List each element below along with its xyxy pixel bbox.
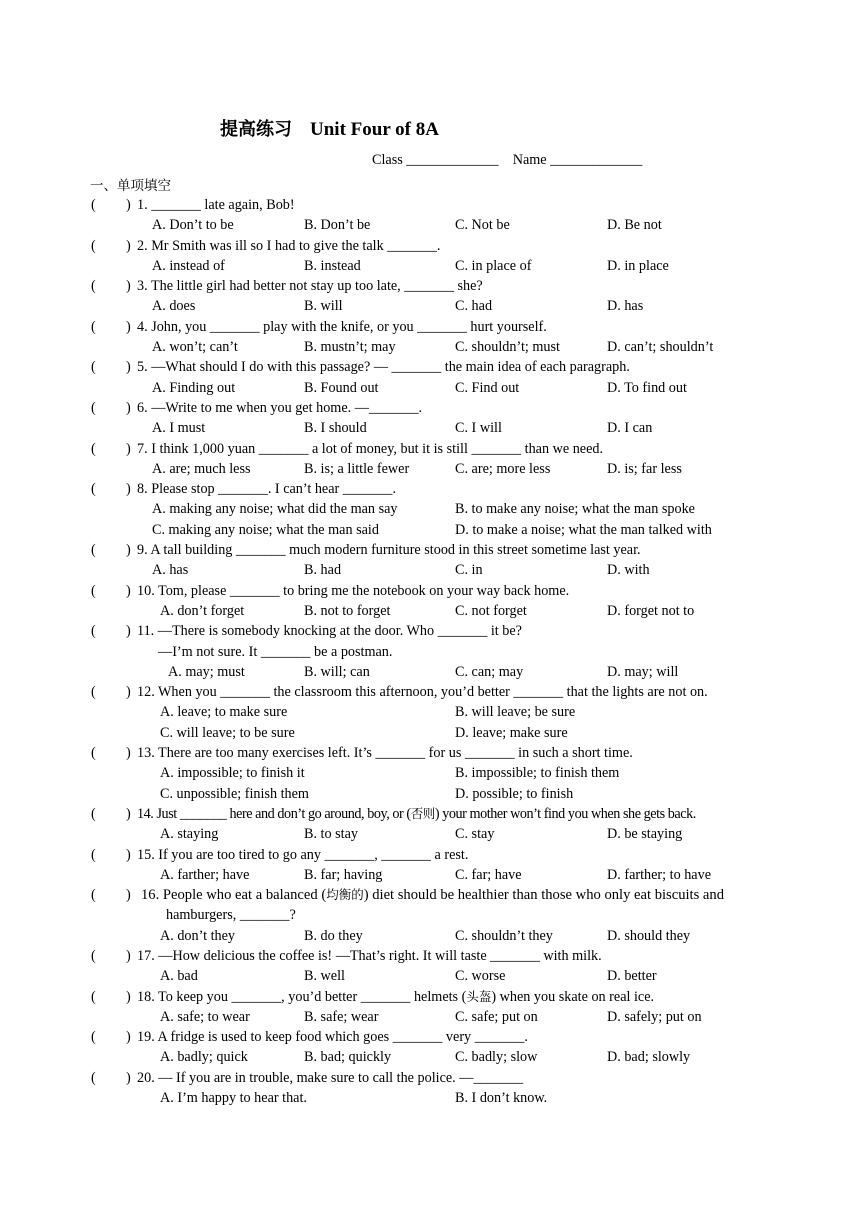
question-stem bbox=[137, 439, 603, 459]
options-row bbox=[0, 215, 860, 235]
answer-blank: ( ) bbox=[91, 1027, 96, 1047]
answer-option: B. Don’t be bbox=[304, 217, 371, 234]
question-row bbox=[0, 317, 860, 337]
answer-option: A. don’t they bbox=[160, 927, 236, 944]
options-row bbox=[0, 499, 860, 519]
answer-blank-close: ) bbox=[126, 237, 131, 254]
answer-option: C. unpossible; finish them bbox=[160, 785, 309, 802]
options-row bbox=[0, 337, 860, 357]
answer-blank-close: ) bbox=[126, 278, 131, 295]
answer-blank: ( ) bbox=[91, 743, 96, 763]
answer-option: A. safe; to wear bbox=[160, 1008, 250, 1025]
question-number: 7. bbox=[137, 440, 152, 457]
options-row bbox=[0, 520, 860, 540]
question-stem bbox=[137, 195, 295, 215]
question-row bbox=[0, 195, 860, 215]
answer-option: C. Find out bbox=[455, 379, 520, 396]
answer-blank-close: ) bbox=[126, 846, 131, 863]
question-number: 1. bbox=[137, 197, 152, 213]
answer-option: D. I can bbox=[607, 420, 653, 437]
answer-option: B. well bbox=[304, 968, 345, 985]
question-text: Just _______ here and don’t go around, boy, or ( bbox=[156, 805, 411, 822]
options-row bbox=[0, 723, 860, 743]
answer-blank: ( ) bbox=[91, 946, 96, 966]
question-number: 17. bbox=[137, 947, 159, 964]
answer-option: D. should they bbox=[607, 927, 691, 944]
question-number: 19. bbox=[137, 1029, 158, 1046]
answer-blank: ( ) bbox=[91, 479, 96, 499]
answer-option: D. possible; to finish bbox=[455, 785, 574, 802]
options-row bbox=[0, 1007, 860, 1027]
answer-option: B. I don’t know. bbox=[455, 1090, 548, 1107]
question-row bbox=[0, 357, 860, 377]
question-stem bbox=[137, 804, 696, 824]
question-text: To keep you _______, you’d better _______ helmets ( bbox=[158, 988, 467, 1005]
answer-option: C. in bbox=[455, 562, 483, 579]
question-row-continued bbox=[0, 642, 860, 662]
question-stem bbox=[137, 236, 440, 256]
question-number: 15. bbox=[137, 846, 159, 863]
question-row bbox=[0, 987, 860, 1007]
question-row bbox=[0, 236, 860, 256]
answer-blank-close: ) bbox=[126, 623, 131, 640]
question-row bbox=[0, 540, 860, 560]
question-text-cont: ) diet should be healthier than those who only eat biscuits and bbox=[363, 887, 725, 904]
answer-blank: ( ) bbox=[91, 885, 96, 905]
answer-option: C. making any noise; what the man said bbox=[152, 521, 379, 538]
question-text: Mr Smith was ill so I had to give the talk _______. bbox=[151, 237, 441, 254]
answer-blank-close: ) bbox=[126, 988, 131, 1005]
question-stem bbox=[137, 1068, 523, 1088]
question-stem bbox=[137, 357, 630, 377]
question-stem bbox=[137, 845, 468, 865]
options-row bbox=[0, 601, 860, 621]
answer-option: D. may; will bbox=[607, 663, 679, 680]
answer-option: A. instead of bbox=[152, 257, 225, 274]
page-title bbox=[0, 115, 860, 141]
options-row bbox=[0, 378, 860, 398]
question-text: There are too many exercises left. It’s _______ for us _______ in such a short time. bbox=[158, 745, 633, 762]
answer-blank: ( ) bbox=[91, 439, 96, 459]
answer-option: D. has bbox=[607, 298, 644, 315]
chinese-gloss: 头盔 bbox=[466, 988, 492, 1004]
answer-blank: ( ) bbox=[91, 276, 96, 296]
question-row-continued bbox=[0, 905, 860, 925]
question-list bbox=[0, 195, 860, 1108]
answer-option: B. had bbox=[304, 562, 342, 579]
answer-blank-close: ) bbox=[126, 359, 131, 376]
answer-option: C. I will bbox=[455, 420, 502, 437]
question-row bbox=[0, 946, 860, 966]
question-text: —What should I do with this passage? — _______ the main idea of each paragraph. bbox=[151, 359, 630, 376]
question-row bbox=[0, 885, 860, 905]
answer-option: D. To find out bbox=[607, 379, 687, 396]
question-row bbox=[0, 682, 860, 702]
answer-option: C. Not be bbox=[455, 217, 510, 234]
answer-option: A. Finding out bbox=[152, 379, 236, 396]
answer-option: B. impossible; to finish them bbox=[455, 765, 620, 782]
answer-option: B. not to forget bbox=[304, 602, 391, 619]
question-text: A fridge is used to keep food which goes _______ very _______. bbox=[157, 1029, 528, 1046]
answer-option: C. worse bbox=[455, 968, 506, 985]
answer-option: B. instead bbox=[304, 257, 361, 274]
question-number: 9. bbox=[137, 542, 151, 559]
answer-option: A. may; must bbox=[168, 663, 245, 680]
options-row bbox=[0, 926, 860, 946]
question-row bbox=[0, 581, 860, 601]
question-text: Tom, please _______ to bring me the notebook on your way back home. bbox=[158, 582, 570, 599]
question-text: I think 1,000 yuan _______ a lot of money, but it is still _______ than we need. bbox=[151, 440, 604, 457]
question-stem bbox=[137, 276, 483, 296]
question-row bbox=[0, 804, 860, 824]
answer-blank: ( ) bbox=[91, 317, 96, 337]
question-row bbox=[0, 845, 860, 865]
answer-blank: ( ) bbox=[91, 1068, 96, 1088]
question-number: 4. bbox=[137, 318, 152, 335]
answer-blank: ( ) bbox=[91, 195, 96, 215]
answer-option: D. bad; slowly bbox=[607, 1049, 691, 1066]
question-stem bbox=[137, 398, 422, 418]
answer-blank-close: ) bbox=[126, 684, 131, 701]
question-number: 20. bbox=[137, 1069, 159, 1086]
question-stem bbox=[137, 1027, 528, 1047]
answer-blank: ( ) bbox=[91, 398, 96, 418]
answer-blank-close: ) bbox=[126, 1069, 131, 1086]
question-row bbox=[0, 1068, 860, 1088]
answer-option: B. safe; wear bbox=[304, 1008, 379, 1025]
answer-blank: ( ) bbox=[91, 236, 96, 256]
answer-option: B. will bbox=[304, 298, 343, 315]
options-row bbox=[0, 1088, 860, 1108]
answer-option: A. bad bbox=[160, 968, 198, 985]
answer-option: B. bad; quickly bbox=[304, 1049, 392, 1066]
answer-option: C. in place of bbox=[455, 257, 532, 274]
answer-option: B. to make any noise; what the man spoke bbox=[455, 501, 695, 518]
question-text-cont: ) when you skate on real ice. bbox=[491, 988, 655, 1005]
question-text-cont: ) your mother won’t find you when she gets back. bbox=[434, 805, 696, 822]
question-number: 14. bbox=[137, 805, 157, 822]
answer-option: D. can’t; shouldn’t bbox=[607, 339, 714, 356]
question-stem bbox=[137, 479, 396, 499]
question-text: When you _______ the classroom this afternoon, you’d better _______ that the lights are not on. bbox=[158, 684, 708, 701]
answer-option: C. shouldn’t; must bbox=[455, 339, 560, 356]
question-number: 5. bbox=[137, 359, 152, 376]
answer-option: D. better bbox=[607, 968, 657, 985]
answer-option: B. will leave; be sure bbox=[455, 704, 576, 721]
question-text: If you are too tired to go any _______, _______ a rest. bbox=[158, 846, 469, 863]
question-text: Please stop _______. I can’t hear _______. bbox=[151, 481, 397, 498]
answer-option: A. making any noise; what did the man say bbox=[152, 501, 398, 518]
question-row bbox=[0, 1027, 860, 1047]
question-number: 10. bbox=[137, 582, 159, 599]
answer-option: D. leave; make sure bbox=[455, 724, 568, 741]
question-continuation: hamburgers, _______? bbox=[166, 907, 296, 924]
question-number: 8. bbox=[137, 481, 152, 498]
answer-option: C. are; more less bbox=[455, 460, 551, 477]
question-row bbox=[0, 743, 860, 763]
answer-option: C. safe; put on bbox=[455, 1008, 538, 1025]
answer-blank-close: ) bbox=[126, 805, 131, 822]
answer-option: A. won’t; can’t bbox=[152, 339, 238, 356]
answer-option: B. far; having bbox=[304, 866, 383, 883]
answer-option: D. in place bbox=[607, 257, 669, 274]
answer-option: D. farther; to have bbox=[607, 866, 711, 883]
answer-option: C. will leave; to be sure bbox=[160, 724, 295, 741]
title-english: Unit Four of 8A bbox=[310, 119, 439, 140]
answer-blank: ( ) bbox=[91, 581, 96, 601]
question-stem bbox=[137, 581, 569, 601]
answer-option: C. shouldn’t they bbox=[455, 927, 553, 944]
options-row bbox=[0, 784, 860, 804]
question-stem bbox=[141, 885, 724, 905]
answer-option: A. leave; to make sure bbox=[160, 704, 288, 721]
question-text: —There is somebody knocking at the door. Who _______ it be? bbox=[157, 623, 522, 640]
answer-blank-close: ) bbox=[126, 481, 131, 498]
answer-blank-close: ) bbox=[126, 887, 131, 904]
question-text: A tall building _______ much modern furniture stood in this street sometime last year. bbox=[150, 542, 641, 559]
answer-option: D. with bbox=[607, 562, 650, 579]
title-chinese: 提高练习 bbox=[220, 119, 292, 140]
question-text: —How delicious the coffee is! —That’s right. It will taste _______ with milk. bbox=[158, 947, 602, 964]
question-stem bbox=[137, 621, 522, 641]
answer-option: A. don’t forget bbox=[160, 602, 245, 619]
question-continuation: —I’m not sure. It _______ be a postman. bbox=[158, 643, 393, 660]
answer-option: A. staying bbox=[160, 826, 219, 843]
answer-option: D. be staying bbox=[607, 826, 683, 843]
answer-blank-close: ) bbox=[126, 440, 131, 457]
answer-blank: ( ) bbox=[91, 540, 96, 560]
class-name-line: Class _____________ Name _____________ bbox=[372, 152, 643, 168]
options-row bbox=[0, 824, 860, 844]
answer-option: A. does bbox=[152, 298, 196, 315]
question-number: 16. bbox=[141, 887, 163, 904]
answer-option: A. impossible; to finish it bbox=[160, 765, 305, 782]
answer-option: A. badly; quick bbox=[160, 1049, 248, 1066]
question-stem bbox=[137, 743, 633, 763]
question-text: John, you _______ play with the knife, or you _______ hurt yourself. bbox=[151, 318, 547, 335]
chinese-gloss: 否则 bbox=[410, 805, 435, 821]
question-text: The little girl had better not stay up too late, _______ she? bbox=[150, 278, 483, 295]
answer-option: D. is; far less bbox=[607, 460, 682, 477]
answer-option: C. badly; slow bbox=[455, 1049, 538, 1066]
options-row bbox=[0, 418, 860, 438]
options-row bbox=[0, 459, 860, 479]
answer-blank-close: ) bbox=[126, 542, 131, 559]
answer-blank: ( ) bbox=[91, 845, 96, 865]
answer-option: B. mustn’t; may bbox=[304, 339, 396, 356]
options-row bbox=[0, 256, 860, 276]
answer-option: B. I should bbox=[304, 420, 367, 437]
question-stem bbox=[137, 540, 641, 560]
answer-blank-close: ) bbox=[126, 582, 131, 599]
options-row bbox=[0, 296, 860, 316]
question-text: — If you are in trouble, make sure to call the police. —_______ bbox=[158, 1069, 524, 1086]
answer-blank: ( ) bbox=[91, 804, 96, 824]
answer-option: C. not forget bbox=[455, 602, 527, 619]
options-row bbox=[0, 560, 860, 580]
answer-blank-close: ) bbox=[126, 318, 131, 335]
answer-blank: ( ) bbox=[91, 682, 96, 702]
answer-option: A. are; much less bbox=[152, 460, 251, 477]
options-row bbox=[0, 1047, 860, 1067]
question-number: 6. bbox=[137, 399, 152, 416]
answer-option: A. Don’t to be bbox=[152, 217, 234, 234]
question-number: 3. bbox=[137, 278, 151, 295]
question-number: 12. bbox=[137, 684, 159, 701]
question-row bbox=[0, 398, 860, 418]
question-stem bbox=[137, 682, 708, 702]
question-number: 18. bbox=[137, 988, 159, 1005]
answer-option: D. Be not bbox=[607, 217, 662, 234]
question-stem bbox=[137, 946, 602, 966]
question-row bbox=[0, 621, 860, 641]
answer-option: A. I must bbox=[152, 420, 206, 437]
question-number: 11. bbox=[137, 623, 158, 640]
answer-option: D. to make a noise; what the man talked with bbox=[455, 521, 712, 538]
options-row bbox=[0, 702, 860, 722]
answer-option: B. Found out bbox=[304, 379, 379, 396]
answer-option: B. is; a little fewer bbox=[304, 460, 410, 477]
answer-option: B. to stay bbox=[304, 826, 358, 843]
answer-blank-close: ) bbox=[126, 1029, 131, 1046]
question-number: 2. bbox=[137, 237, 152, 254]
question-row bbox=[0, 479, 860, 499]
question-text: _______ late again, Bob! bbox=[151, 197, 295, 213]
answer-blank-close: ) bbox=[126, 399, 131, 416]
answer-blank: ( ) bbox=[91, 357, 96, 377]
options-row bbox=[0, 763, 860, 783]
options-row bbox=[0, 662, 860, 682]
answer-option: C. far; have bbox=[455, 866, 522, 883]
question-number: 13. bbox=[137, 745, 159, 762]
options-row bbox=[0, 966, 860, 986]
answer-blank-close: ) bbox=[126, 947, 131, 964]
answer-option: D. forget not to bbox=[607, 602, 695, 619]
section-title: 一、单项填空 bbox=[90, 178, 171, 194]
answer-option: A. farther; have bbox=[160, 866, 250, 883]
answer-option: C. can; may bbox=[455, 663, 524, 680]
question-text: —Write to me when you get home. —_______. bbox=[151, 399, 423, 416]
answer-blank-close: ) bbox=[126, 745, 131, 762]
answer-blank: ( ) bbox=[91, 987, 96, 1007]
question-text: People who eat a balanced ( bbox=[162, 887, 327, 904]
answer-blank: ( ) bbox=[91, 621, 96, 641]
answer-option: B. will; can bbox=[304, 663, 370, 680]
answer-blank-close: ) bbox=[126, 197, 131, 213]
answer-option: C. had bbox=[455, 298, 493, 315]
answer-option: A. has bbox=[152, 562, 189, 579]
question-stem bbox=[137, 987, 654, 1007]
chinese-gloss: 均衡的 bbox=[326, 887, 364, 903]
question-row bbox=[0, 276, 860, 296]
answer-option: C. stay bbox=[455, 826, 495, 843]
answer-option: B. do they bbox=[304, 927, 363, 944]
answer-option: D. safely; put on bbox=[607, 1008, 702, 1025]
answer-option: A. I’m happy to hear that. bbox=[160, 1090, 307, 1107]
question-row bbox=[0, 439, 860, 459]
options-row bbox=[0, 865, 860, 885]
question-stem bbox=[137, 317, 547, 337]
